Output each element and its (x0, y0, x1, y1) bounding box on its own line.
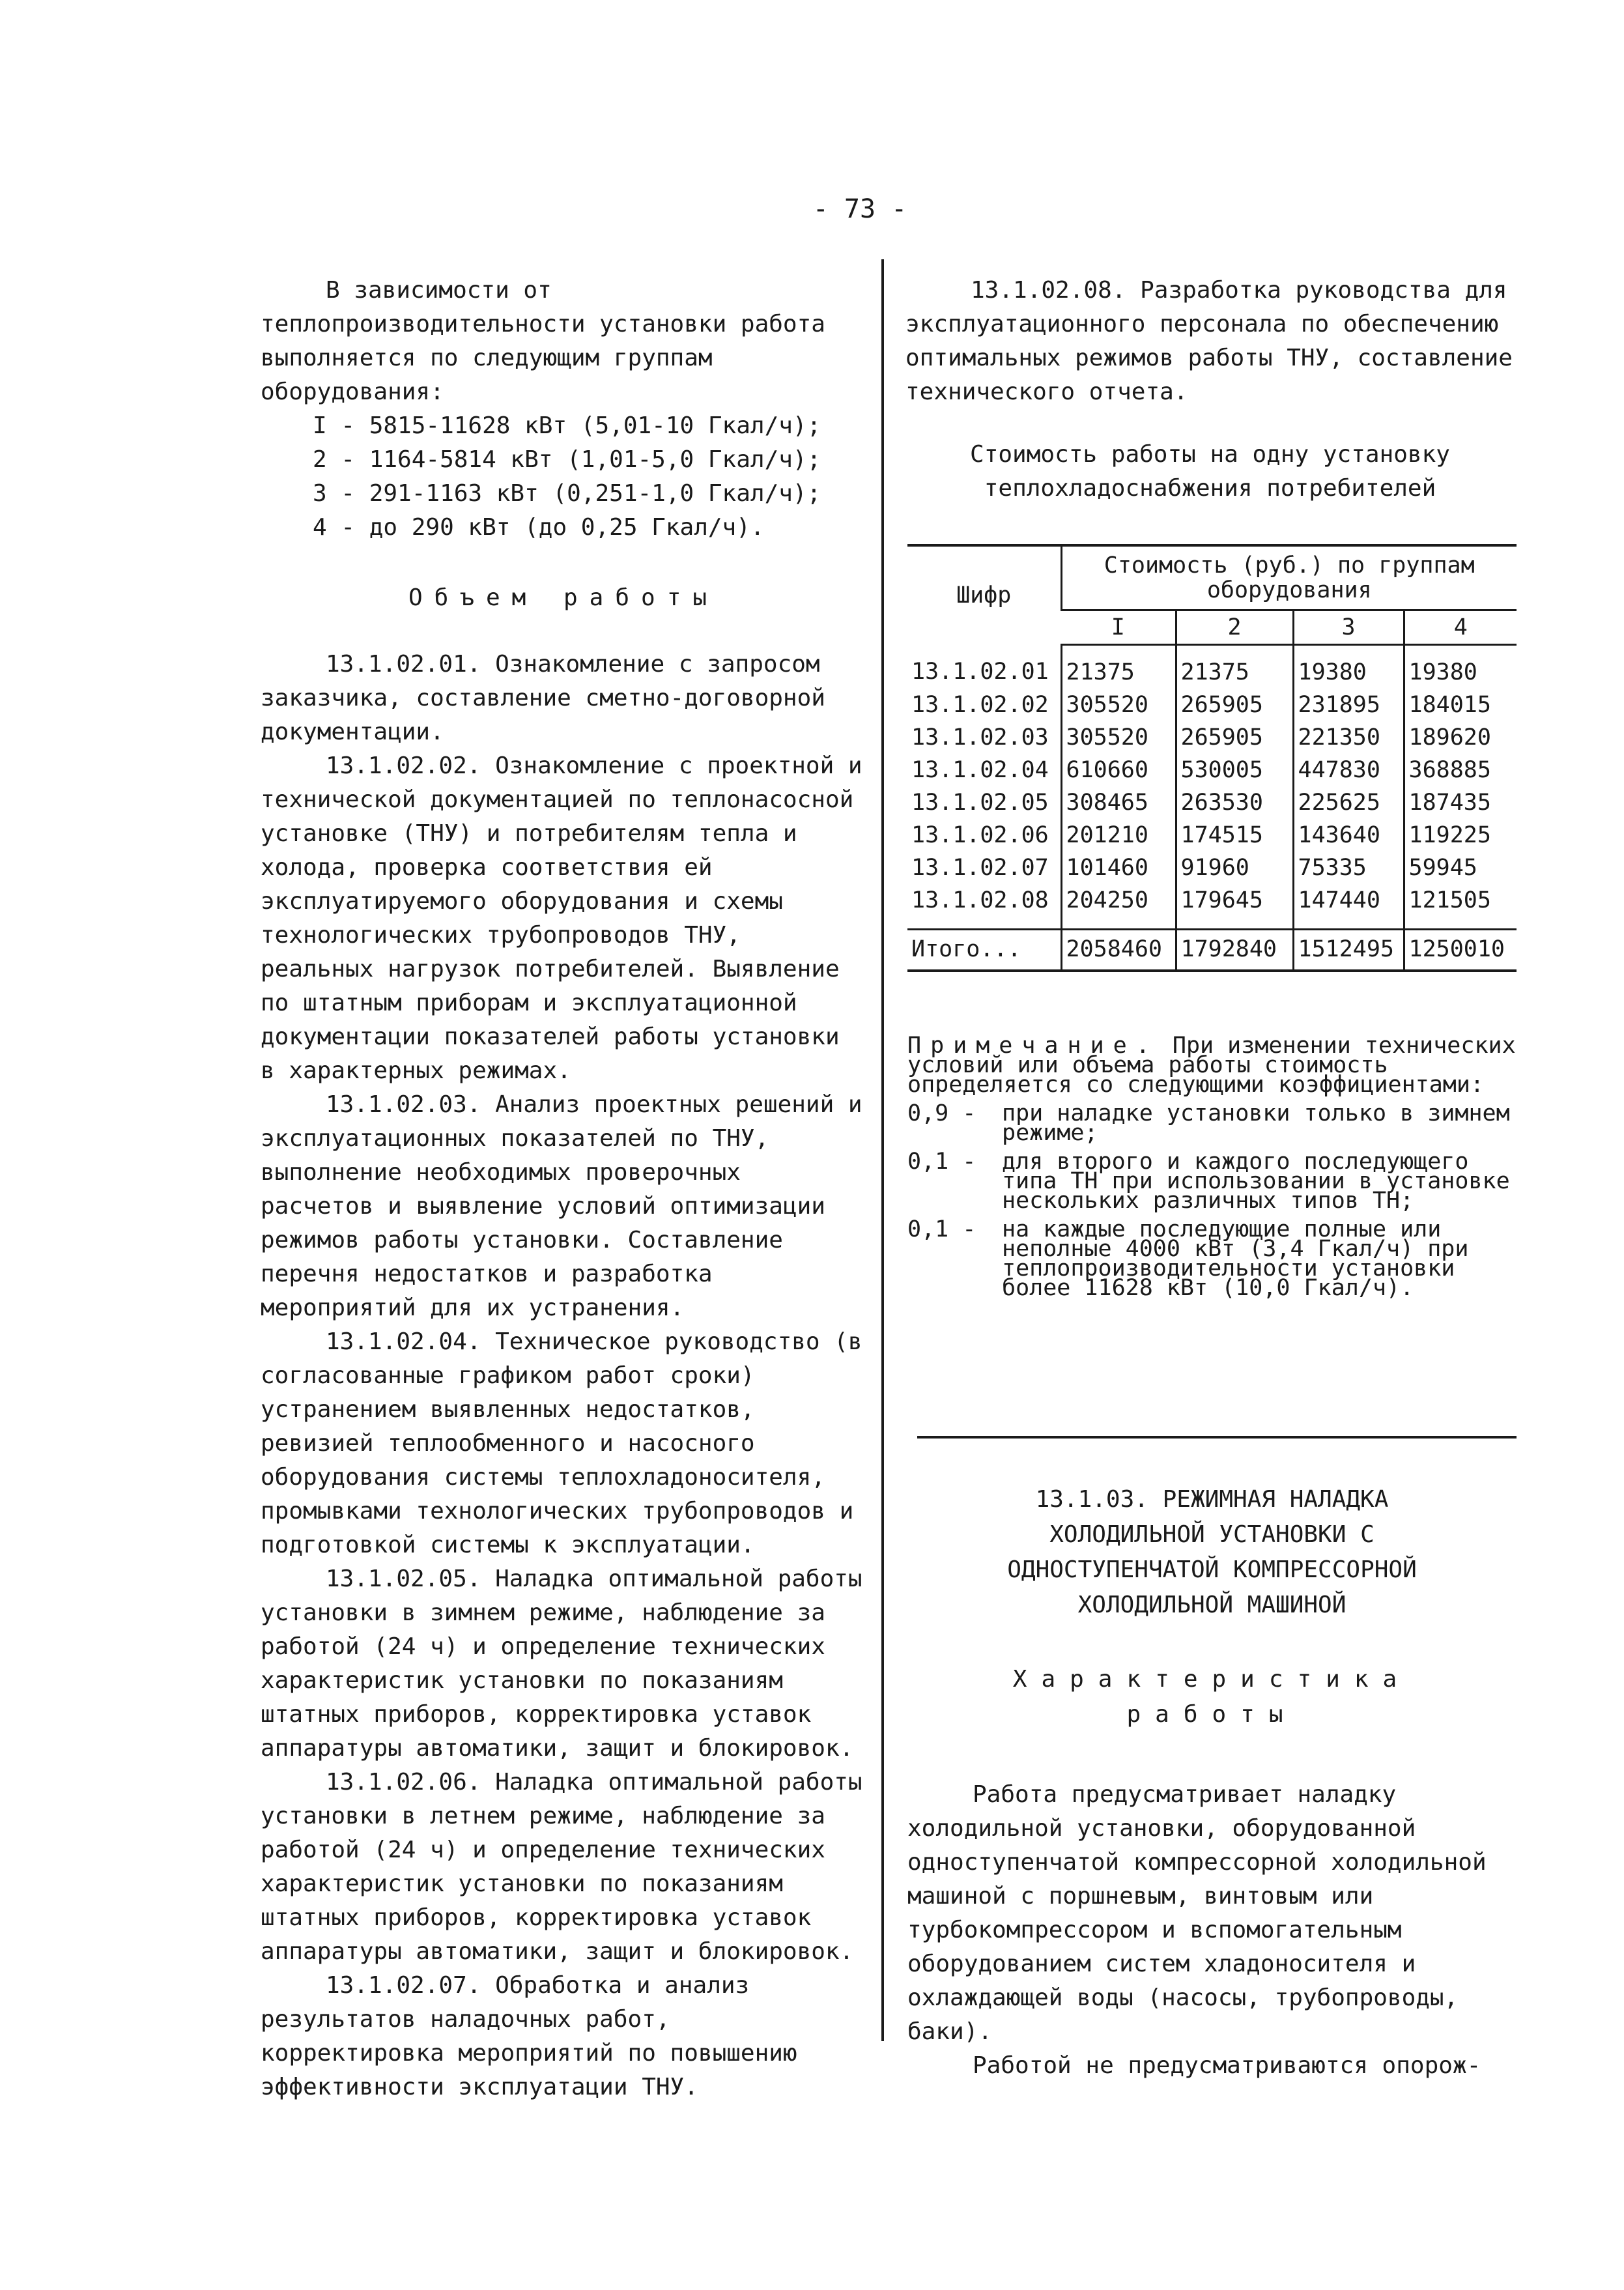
intro-paragraph: В зависимости от теплопроизводительности установки работа выполняется по следующим группам оборудования: (261, 277, 825, 405)
work-scope-heading: Объем работы (408, 584, 719, 611)
note-coefficient: 0,1 - (907, 1149, 976, 1175)
cell-value: 19380 (1404, 645, 1517, 689)
group-item: 2 - 1164-5814 кВт (1,01-5,0 Гкал/ч); (313, 446, 821, 473)
group-number: 3 (1293, 610, 1404, 645)
cell-value: 121505 (1404, 884, 1517, 930)
total-value: 1792840 (1176, 930, 1293, 971)
cell-value: 91960 (1176, 852, 1293, 884)
section-title-line: ОДНОСТУПЕНЧАТОЙ КОМПРЕССОРНОЙ (1007, 1556, 1417, 1583)
row-code: 13.1.02.06 (911, 822, 1049, 848)
section-subheading: работы (1126, 1701, 1298, 1728)
total-label: Итого... (907, 930, 1061, 971)
table-row (907, 689, 1517, 721)
cell-value: 263530 (1176, 786, 1293, 819)
note-coefficient: 0,9 - (907, 1100, 976, 1126)
cell-value: 221350 (1293, 721, 1404, 754)
work-item: 13.1.02.04. Техническое руководство (в согласованные графиком работ сроки) устранением выявленных недостатков, ревизией теплообменного и насосного оборудования системы теплохладоносителя, промывками технологических трубопроводов и подготовкой системы к эксплуатации. (261, 1328, 862, 1558)
work-item-08: 13.1.02.08. Разработка руководства для эксплуатационного персонала по обеспечению оптимальных режимов работы ТНУ, составление технического отчета. (905, 277, 1513, 405)
cell-value: 174515 (1176, 819, 1293, 852)
note-item (907, 1100, 1517, 1146)
total-value: 1512495 (1293, 930, 1404, 971)
equipment-groups-list (261, 409, 866, 545)
cell-value: 19380 (1293, 645, 1404, 689)
work-item: 13.1.02.05. Наладка оптимальной работы установки в зимнем режиме, наблюдение за работой (24 ч) и определение технических характеристик установки по показаниям штатных приборов, корректировка уставок аппаратуры автоматики, защит и блокировок. (261, 1566, 862, 1762)
table-row (907, 819, 1517, 852)
cell-value: 231895 (1293, 689, 1404, 721)
cell-value: 119225 (1404, 819, 1517, 852)
cell-value: 201210 (1061, 819, 1176, 852)
right-column (905, 274, 1515, 506)
cell-value: 101460 (1061, 852, 1176, 884)
col-header-code: Шифр (907, 545, 1061, 645)
work-item: 13.1.02.01. Ознакомление с запросом заказчика, составление сметно-договорной документации. (261, 651, 825, 745)
column-divider (881, 259, 884, 2041)
note-text: При изменении технических условий или объема работы стоимость определяется со следующими коэффициентами: (907, 1033, 1516, 1098)
note-item-text: на каждые последующие полные или неполные 4000 кВт (3,4 Гкал/ч) при теплопроизводительности установки более 11628 кВт (10,0 Гкал/ч). (1002, 1216, 1469, 1301)
note-item (907, 1216, 1517, 1301)
total-value: 1250010 (1404, 930, 1517, 971)
table-row (907, 754, 1517, 786)
table-title-line-1: Стоимость работы на одну установку (970, 441, 1450, 468)
note-block (907, 1033, 1517, 1301)
cell-value: 225625 (1293, 786, 1404, 819)
note-divider (917, 1436, 1517, 1438)
cell-value: 265905 (1176, 689, 1293, 721)
section-title-line: 13.1.03. РЕЖИМНАЯ НАЛАДКА (1035, 1486, 1389, 1513)
cell-value: 368885 (1404, 754, 1517, 786)
col-header-cost: Стоимость (руб.) по группам оборудования (1061, 545, 1517, 610)
work-item: 13.1.02.02. Ознакомление с проектной и технической документацией по теплонасосной установке (ТНУ) и потребителям тепла и холода, проверка соответствия ей эксплуатируемого оборудования и схемы технологических трубопроводов ТНУ, реальных нагрузок потребителей. Выявление по штатным приборам и эксплуатационной документации показателей работы установки в характерных режимах. (261, 752, 862, 1084)
cell-value: 75335 (1293, 852, 1404, 884)
section-title-line: ХОЛОДИЛЬНОЙ МАШИНОЙ (1077, 1592, 1346, 1618)
note-item-text: при наладке установки только в зимнем режиме; (1002, 1100, 1510, 1146)
total-row (907, 930, 1517, 971)
cost-table (907, 544, 1517, 972)
cell-value: 21375 (1061, 645, 1176, 689)
group-number: 4 (1404, 610, 1517, 645)
total-value: 2058460 (1061, 930, 1176, 971)
cell-value: 204250 (1061, 884, 1176, 930)
table-row (907, 884, 1517, 930)
work-item: 13.1.02.06. Наладка оптимальной работы установки в летнем режиме, наблюдение за работой (24 ч) и определение технических характеристик установки по показаниям штатных приборов, корректировка уставок аппаратуры автоматики, защит и блокировок. (261, 1769, 862, 1965)
note-coefficient: 0,1 - (907, 1216, 976, 1242)
cell-value: 265905 (1176, 721, 1293, 754)
cell-value: 184015 (1404, 689, 1517, 721)
cell-value: 610660 (1061, 754, 1176, 786)
group-item: I - 5815-11628 кВт (5,01-10 Гкал/ч); (313, 412, 821, 439)
group-item: 4 - до 290 кВт (до 0,25 Гкал/ч). (313, 514, 765, 541)
left-column (261, 274, 866, 2104)
work-item: 13.1.02.07. Обработка и анализ результатов наладочных работ, корректировка мероприятий по повышению эффективности эксплуатации ТНУ. (261, 1972, 797, 2100)
cell-value: 305520 (1061, 721, 1176, 754)
note-item (907, 1149, 1517, 1214)
table-row (907, 721, 1517, 754)
section-title (907, 1482, 1517, 1623)
row-code: 13.1.02.03 (911, 724, 1049, 751)
note-label: Примечание. (907, 1033, 1159, 1059)
table-row (907, 645, 1517, 689)
section-subheading: Характеристика (1012, 1666, 1412, 1693)
section-paragraph: Работой не предусматриваются опорож- (973, 2052, 1481, 2079)
page-number: - 73 - (812, 194, 907, 224)
group-number: I (1061, 610, 1176, 645)
group-number: 2 (1176, 610, 1293, 645)
section-paragraph: Работа предусматривает наладку холодильной установки, оборудованной одноступенчатой компрессорной холодильной машиной с поршневым, винтовым или турбокомпрессором и вспомогательным оборудованием систем хладоносителя и охлаждающей воды (насосы, трубопроводы, баки). (907, 1781, 1487, 2045)
cell-value: 143640 (1293, 819, 1404, 852)
work-item: 13.1.02.03. Анализ проектных решений и эксплуатационных показателей по ТНУ, выполнение необходимых проверочных расчетов и выявление условий оптимизации режимов работы установки. Составление перечня недостатков и разработка мероприятий для их устранения. (261, 1091, 862, 1321)
cell-value: 59945 (1404, 852, 1517, 884)
row-code: 13.1.02.04 (911, 757, 1049, 783)
cell-value: 530005 (1176, 754, 1293, 786)
row-code: 13.1.02.02 (911, 692, 1049, 718)
table-row (907, 786, 1517, 819)
row-code: 13.1.02.01 (911, 659, 1049, 685)
cell-value: 447830 (1293, 754, 1404, 786)
table-title-line-2: теплохладоснабжения потребителей (984, 475, 1436, 502)
row-code: 13.1.02.07 (911, 855, 1049, 881)
table-row (907, 852, 1517, 884)
cell-value: 187435 (1404, 786, 1517, 819)
section-13-1-03 (907, 1482, 1517, 2083)
cell-value: 305520 (1061, 689, 1176, 721)
row-code: 13.1.02.08 (911, 887, 1049, 913)
cell-value: 147440 (1293, 884, 1404, 930)
group-item: 3 - 291-1163 кВт (0,251-1,0 Гкал/ч); (313, 480, 821, 507)
cell-value: 179645 (1176, 884, 1293, 930)
cell-value: 189620 (1404, 721, 1517, 754)
cell-value: 21375 (1176, 645, 1293, 689)
cell-value: 308465 (1061, 786, 1176, 819)
note-item-text: для второго и каждого последующего типа ТН при использовании в установке нескольких различных типов ТН; (1002, 1149, 1510, 1214)
section-title-line: ХОЛОДИЛЬНОЙ УСТАНОВКИ С (1049, 1521, 1375, 1548)
row-code: 13.1.02.05 (911, 790, 1049, 816)
